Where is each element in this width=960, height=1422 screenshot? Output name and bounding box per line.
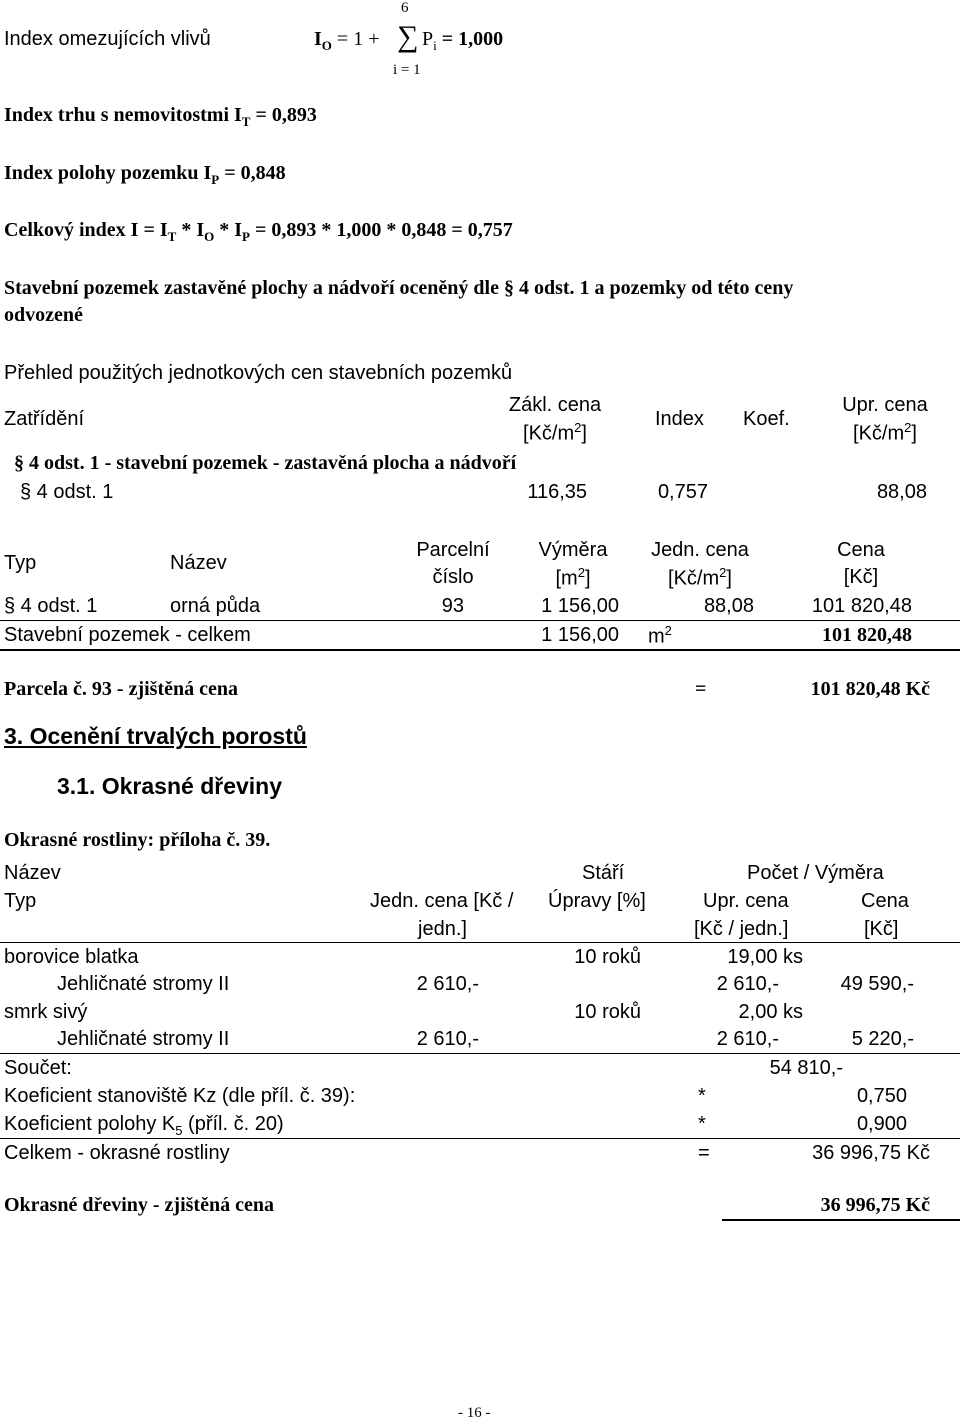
t2-jedn2-end: ] [726,567,732,590]
celkovy-sub1: T [167,229,177,244]
final-label: Okrasné dřeviny - zjištěná cena [4,1194,274,1216]
stavebni-heading-line1: Stavební pozemek zastavěné plochy a nádvoří oceněný dle § 4 odst. 1 a pozemky od této ceny [4,277,794,299]
io-result: = 1,000 [441,28,504,50]
t1-row-zakl: 116,35 [527,481,587,503]
io-rhs [422,28,503,54]
t1-zakl-line1: Zákl. cena [508,394,602,416]
index-polohy-text: Index polohy pozemku I [4,162,212,184]
io-lhs-sub: O [321,38,332,53]
t3-pocet: Počet / Výměra [747,862,884,884]
t1-index: Index [655,408,704,430]
t2-vym2-text: [m [555,567,578,590]
t1-upr2-end: ] [911,422,917,445]
t2-parc1: Parcelní [416,539,490,561]
k5-op: * [698,1113,706,1135]
index-trhu [4,104,317,130]
t2-row-divider [0,620,960,621]
io-sigma: ∑ [397,20,419,53]
k5-divider [0,1138,960,1139]
t3-rows-divider [0,1053,960,1054]
k5-value: 0,900 [856,1113,907,1135]
t2-row-nazev: orná půda [170,595,261,617]
index-trhu-sub: T [241,114,251,129]
t2-nazev: Název [170,552,227,574]
t3-row1-pocet: 19,00 ks [727,946,803,968]
prehled-title: Přehled použitých jednotkových cen stavebních pozemků [4,362,513,384]
io-formula [314,28,379,54]
t2-row-vymera: 1 156,00 [541,595,619,617]
t3-row2-upr: 2 610,- [716,973,779,995]
stavebni-heading-line2: odvozené [4,304,83,326]
t2-row-jedn: 88,08 [703,595,754,617]
k5-label-a: Koeficient polohy K [4,1113,176,1135]
t2-total-label: Stavební pozemek - celkem [4,624,251,646]
section-3-1-heading: 3.1. Okrasné dřeviny [57,773,283,799]
t3-row4-upr: 2 610,- [716,1028,779,1050]
page-number: - 16 - [458,1405,491,1421]
parcela-value: 101 820,48 Kč [810,678,930,700]
t2-total-underline [0,649,960,651]
celkem-op: = [698,1142,710,1164]
t1-koef: Koef. [743,408,790,430]
soucet-value: 54 810,- [769,1057,843,1079]
io-sum-upper: 6 [401,0,409,16]
t3-header-divider [0,942,960,943]
t3-row4-jedn: 2 610,- [416,1028,479,1050]
section-3-heading: 3. Ocenění trvalých porostů [4,723,307,749]
t3-row3-name: smrk sivý [4,1001,88,1023]
parcela-label: Parcela č. 93 - zjištěná cena [4,678,238,700]
t1-zakl-line2 [495,421,615,446]
t1-zakl2-sup: 2 [574,420,582,435]
t3-jedn2: jedn.] [418,918,467,940]
index-polohy [4,162,286,188]
t2-total-unit [648,624,672,649]
io-sum-lower: i = 1 [393,62,421,78]
t3-row1-stari: 10 roků [574,946,641,968]
t3-cena2: [Kč] [864,918,899,940]
celkovy-index [4,219,513,245]
k5-label-sub: 5 [175,1123,183,1138]
kz-op: * [698,1085,706,1107]
t2-total-unit-text: m [648,625,665,648]
celkem-label: Celkem - okrasné rostliny [4,1142,230,1164]
celkem-value: 36 996,75 Kč [812,1142,930,1164]
kz-label: Koeficient stanoviště Kz (dle příl. č. 39): [4,1085,356,1107]
t3-row2-typ: Jehličnaté stromy II [57,973,230,995]
index-polohy-value: = 0,848 [224,162,286,184]
t2-jedn2 [640,566,760,591]
t1-zatrideni: Zatřídění [4,408,85,430]
parcela-eq: = [695,678,707,700]
celkovy-prefix: Celkový index I = I [4,219,168,241]
t2-cena2: [Kč] [843,566,879,588]
t3-nazev: Název [4,862,61,884]
t2-total-cena: 101 820,48 [822,624,912,646]
celkovy-mid2: * I [219,219,243,241]
t1-upr2-sup: 2 [904,420,912,435]
t2-typ: Typ [4,552,37,574]
index-trhu-text: Index trhu s nemovitostmi I [4,104,242,126]
io-mid: = 1 + [336,28,380,50]
t1-upr-line1: Upr. cena [842,394,928,416]
t3-upr1: Upr. cena [703,890,789,912]
k5-label-b: (příl. č. 20) [188,1113,284,1135]
t3-row1-name: borovice blatka [4,946,139,968]
t3-row3-pocet: 2,00 ks [738,1001,803,1023]
final-value: 36 996,75 Kč [820,1194,930,1216]
celkovy-mid1: * I [181,219,205,241]
t3-jedn1: Jedn. cena [Kč / [370,890,514,912]
index-polohy-sub: P [211,172,220,187]
t1-zakl2: [Kč/m [523,422,575,445]
t3-row3-stari: 10 roků [574,1001,641,1023]
t1-upr2: [Kč/m [853,422,905,445]
celkovy-calc: = 0,893 * 1,000 * 0,848 = [255,219,463,241]
kz-value: 0,750 [856,1085,907,1107]
t2-row-cena: 101 820,48 [811,595,912,617]
t2-parc2: číslo [432,566,474,588]
final-underline [722,1219,960,1221]
t2-total-vymera: 1 156,00 [541,624,619,646]
t2-jedn2-text: [Kč/m [668,567,720,590]
t2-jedn1: Jedn. cena [651,539,749,561]
t3-upr2: [Kč / jedn.] [694,918,789,940]
t2-vym2 [520,566,626,591]
t2-vym2-sup: 2 [577,565,585,580]
index-trhu-value: = 0,893 [255,104,317,126]
t1-section: § 4 odst. 1 - stavební pozemek - zastavěná plocha a nádvoří [14,452,517,474]
soucet-label: Součet: [4,1057,72,1079]
t2-jedn2-sup: 2 [719,565,727,580]
t1-zakl2-end: ] [581,422,587,445]
t1-row-label: § 4 odst. 1 [20,481,114,503]
t2-total-unit-sup: 2 [664,623,672,638]
t1-upr-line2 [825,421,945,446]
t2-vym2-end: ] [584,567,591,590]
okrasne-heading: Okrasné rostliny: příloha č. 39. [4,829,271,851]
celkovy-sub2: O [204,229,215,244]
t3-typ: Typ [4,890,37,912]
t3-cena1: Cena [861,890,909,912]
io-p-sub: i [433,38,437,53]
k5-label [4,1113,284,1139]
t2-row-parcela: 93 [441,595,464,617]
io-lhs: I [314,28,322,50]
t3-row4-cena: 5 220,- [851,1028,914,1050]
t3-row4-typ: Jehličnaté stromy II [57,1028,230,1050]
t3-upravy: Úpravy [%] [548,890,646,912]
t2-cena1: Cena [837,539,885,561]
io-p: P [422,28,434,50]
t3-row2-jedn: 2 610,- [416,973,479,995]
t3-row2-cena: 49 590,- [840,973,914,995]
t1-row-upr: 88,08 [876,481,927,503]
io-label: Index omezujících vlivů [4,28,211,50]
celkovy-result: 0,757 [467,219,513,241]
t1-row-index: 0,757 [657,481,708,503]
t3-stari: Stáří [582,862,625,884]
celkovy-sub3: P [242,229,250,244]
t2-row-typ: § 4 odst. 1 [4,595,98,617]
t2-vym1: Výměra [538,539,608,561]
